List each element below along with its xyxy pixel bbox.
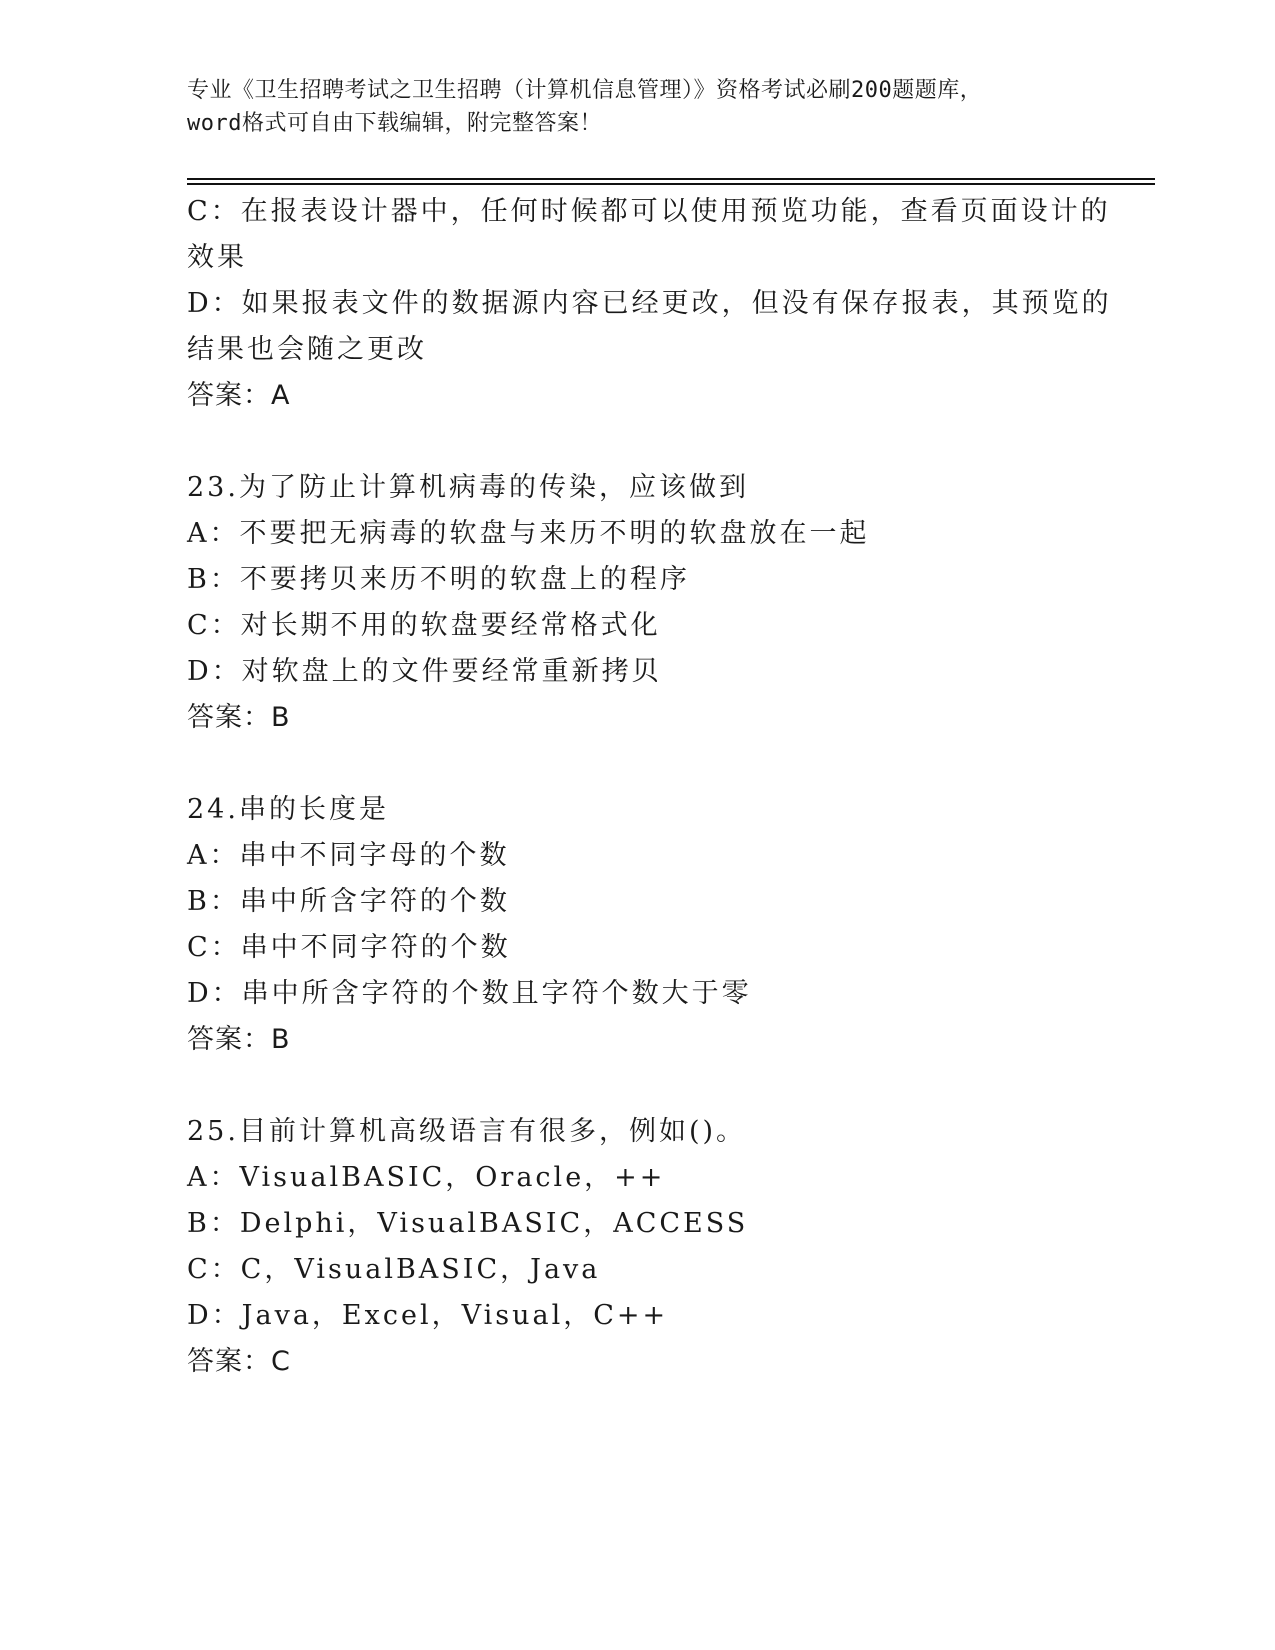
answer: 答案：B	[187, 1024, 291, 1055]
header-title-line-1: 专业《卫生招聘考试之卫生招聘（计算机信息管理）》资格考试必刷200题题库，	[187, 78, 983, 103]
header-divider-bottom	[187, 183, 1155, 185]
option-a: A：不要把无病毒的软盘与来历不明的软盘放在一起	[187, 518, 870, 549]
option-a: A：VisualBASIC，Oracle，++	[187, 1162, 666, 1193]
spacer	[187, 419, 1087, 465]
spacer	[187, 1063, 1087, 1109]
option-c: C：对长期不用的软盘要经常格式化	[187, 610, 661, 641]
question-24	[187, 787, 1087, 1063]
answer: 答案：A	[187, 380, 291, 411]
question-25	[187, 1109, 1087, 1385]
header-divider-top	[187, 178, 1155, 180]
option-b: B：不要拷贝来历不明的软盘上的程序	[187, 564, 690, 595]
question-23	[187, 465, 1087, 741]
option-c: C：在报表设计器中，任何时候都可以使用预览功能，查看页面设计的	[187, 196, 1111, 227]
option-d: D：如果报表文件的数据源内容已经更改，但没有保存报表，其预览的	[187, 288, 1112, 319]
option-d: D：串中所含字符的个数且字符个数大于零	[187, 978, 752, 1009]
option-d: D：Java，Excel，Visual，C++	[187, 1300, 669, 1331]
option-a: A：串中不同字母的个数	[187, 840, 510, 871]
answer: 答案：C	[187, 1346, 291, 1377]
answer: 答案：B	[187, 702, 291, 733]
option-c: C：C，VisualBASIC，Java	[187, 1254, 601, 1285]
option-d: D：对软盘上的文件要经常重新拷贝	[187, 656, 662, 687]
header-title-line-2: word格式可自由下载编辑，附完整答案！	[187, 111, 602, 136]
question-stem: 24.串的长度是	[187, 794, 389, 825]
document-header	[187, 74, 1087, 140]
option-c: C：串中不同字符的个数	[187, 932, 511, 963]
question-22-continued	[187, 189, 1112, 419]
spacer	[187, 741, 1087, 787]
option-b: B：Delphi，VisualBASIC，ACCESS	[187, 1208, 749, 1239]
question-stem: 23.为了防止计算机病毒的传染，应该做到	[187, 472, 749, 503]
option-d-continued: 结果也会随之更改	[187, 334, 427, 365]
question-stem: 25.目前计算机高级语言有很多，例如()。	[187, 1116, 747, 1147]
option-c-continued: 效果	[187, 242, 247, 273]
option-b: B：串中所含字符的个数	[187, 886, 510, 917]
question-content	[187, 189, 1112, 1385]
